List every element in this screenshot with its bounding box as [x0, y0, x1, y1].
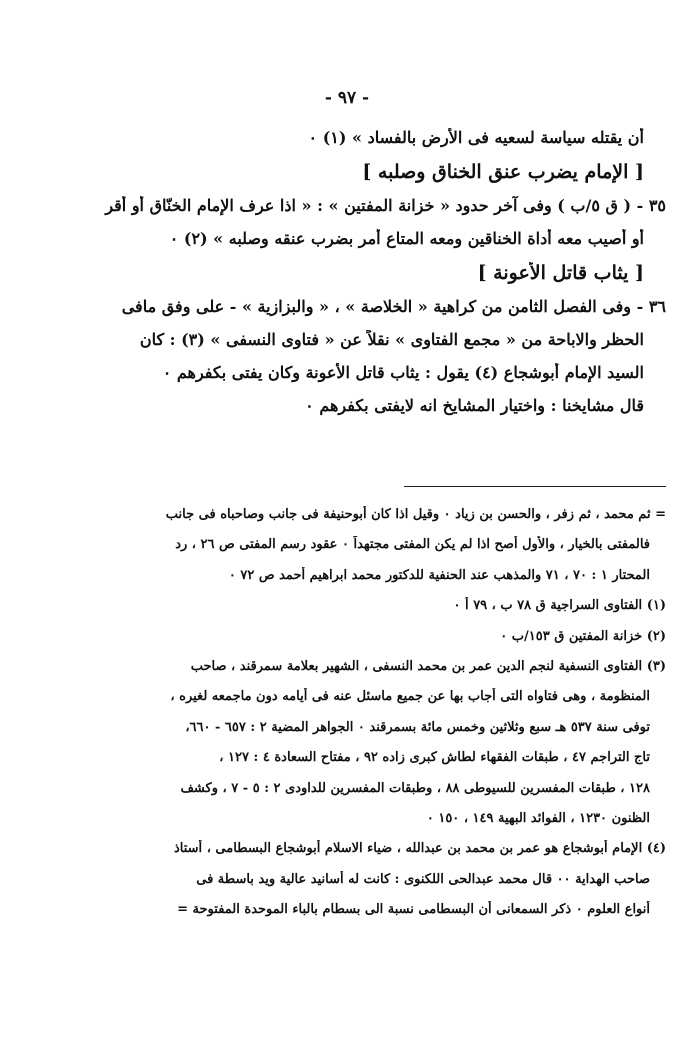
text-line: أو أصيب معه أداة الخناقين ومعه المتاع أمر بضرب عنقه وصلبه » (٢) ٠	[169, 229, 644, 248]
footnote-line: فالمفتى بالخيار ، والأول أصح اذا لم يكن المفتى مجتهداً ٠ عقود رسم المفتى ص ٢٦ ، رد	[175, 537, 650, 553]
footnote-line: (٣) الفتاوى النسفية لنجم الدين عمر بن محمد النسفى ، الشهير بعلامة سمرقند ، صاحب	[190, 658, 666, 674]
footnote-line: توفى سنة ٥٣٧ هـ سبع وثلاثين وخمس مائة بسمرقند ٠ الجواهر المضية ٢ : ٦٥٧ - ٦٦٠،	[185, 719, 650, 735]
text-line: ٣٦ - وفى الفصل الثامن من كراهية « الخلاصة » ، « والبزازية » - على وفق مافى	[121, 297, 666, 316]
text-line: أن يقتله سياسة لسعيه فى الأرض بالفساد » (١) ٠	[308, 128, 644, 147]
section-heading: [ الإمام يضرب عنق الخناق وصلبه ]	[362, 161, 644, 183]
footnote-line: أنواع العلوم ٠ ذكر السمعانى أن البسطامى نسبة الى بسطام بالباء الموحدة المفتوحة =	[177, 902, 650, 918]
footnote-line: (١) الفتاوى السراجية ق ٧٨ ب ، ٧٩ أ ٠	[453, 598, 666, 614]
footnote-line: الظنون ١٢٣٠ ، الفوائد البهية ١٤٩ ، ١٥٠ ٠	[426, 810, 650, 826]
text-line: قال مشايخنا : واختيار المشايخ انه لايفتى بكفرهم ٠	[305, 396, 644, 415]
footnote-line: ١٢٨ ، طبقات المفسرين للسيوطى ٨٨ ، وطبقات المفسرين للداودى ٢ : ٥ - ٧ ، وكشف	[180, 780, 650, 796]
text-line: ٣٥ - ( ق ٥/ب ) وفى آخر حدود « خزانة المفتين » : « اذا عرف الإمام الخنّاق أو أقر	[105, 196, 666, 215]
footnote-line: = ثم محمد ، ثم زفر ، والحسن بن زياد ٠ وقيل اذا كان أبوحنيفة فى جانب وصاحباه فى جانب	[165, 507, 666, 522]
text-line: الحظر والاباحة من « مجمع الفتاوى » نقلاً عن « فتاوى النسفى » (٣) : كان	[139, 330, 644, 349]
footnote-line: المحتار ١ : ٧٠ ، ٧١ والمذهب عند الحنفية للدكتور محمد ابراهيم أحمد ص ٧٢ ٠	[228, 567, 650, 583]
footnote-line: صاحب الهداية ٠٠ قال محمد عبدالحى اللكنوى : كانت له أسانيد عالية ويد باسطة فى	[196, 871, 650, 887]
footnote-line: المنظومة ، وهى فتاواه التى أجاب بها عن جميع ماسئل عنه فى أيامه دون ماجمعه لغيره ،	[170, 689, 650, 705]
text-line: السيد الإمام أبوشجاع (٤) يقول : يثاب قاتل الأعونة وكان يفتى بكفرهم ٠	[162, 363, 644, 382]
footnote-line: (٤) الإمام أبوشجاع هو عمر بن محمد بن عبدالله ، ضياء الاسلام أبوشجاع البسطامى ، أستاذ	[173, 841, 666, 857]
page-number: - ٩٧ -	[324, 88, 370, 108]
footnote-line: تاج التراجم ٤٧ ، طبقات الفقهاء لطاش كبرى زاده ٩٢ ، مفتاح السعادة ٤ : ١٢٧ ،	[219, 750, 650, 766]
footnote-line: (٢) خزانة المفتين ق ١٥٣/ب ٠	[500, 628, 666, 644]
footnote-separator	[404, 486, 666, 487]
section-heading: [ يثاب قاتل الأعونة ]	[477, 262, 644, 284]
footnotes	[28, 506, 666, 931]
main-text	[28, 128, 666, 429]
